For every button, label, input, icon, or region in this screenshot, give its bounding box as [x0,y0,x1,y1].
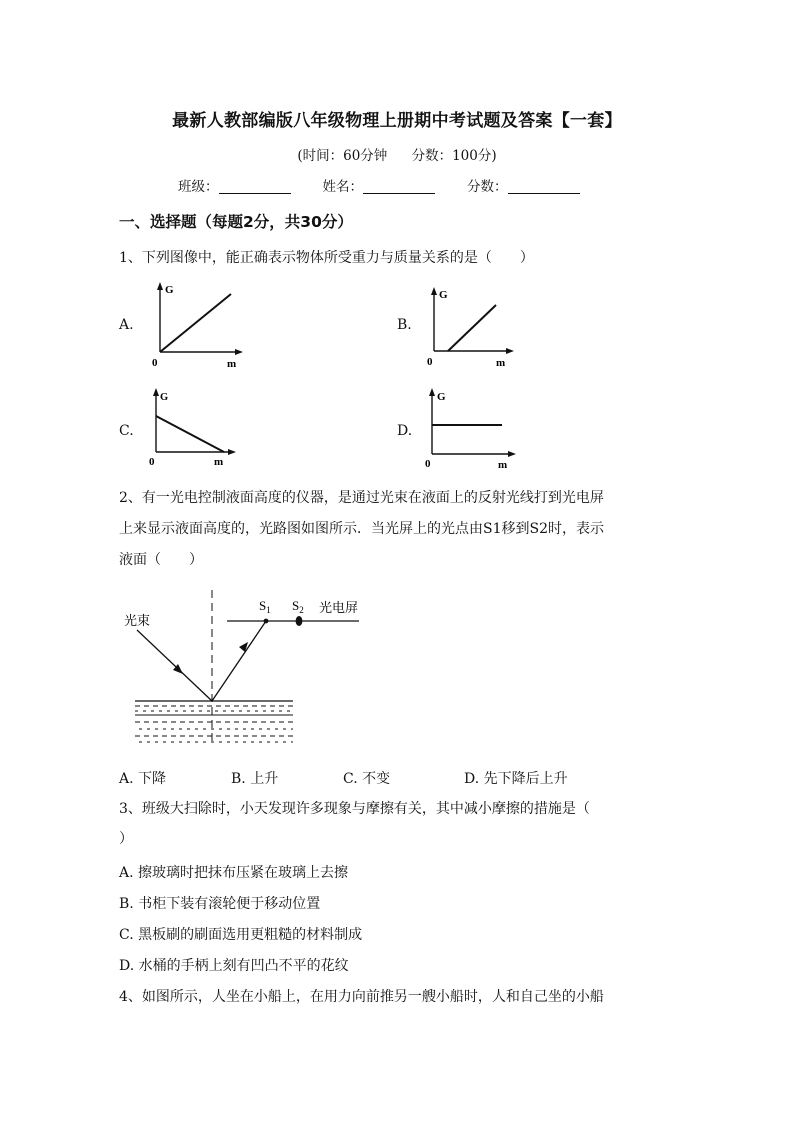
q2-option-a: A. 下降 [119,771,167,787]
question-2-line-1: 2、有一光电控制液面高度的仪器，是通过光束在液面上的反射光线打到光电屏 [119,490,604,506]
screen-label: 光电屏 [319,601,359,616]
x-axis-label: m [498,459,508,470]
score-label: 分数： [467,179,508,195]
x-axis-arrow [506,348,514,354]
question-1-text: 1、下列图像中，能正确表示物体所受重力与质量关系的是（ ） [119,250,534,266]
x-axis-arrow [228,449,236,455]
exam-title: 最新人教部编版八年级物理上册期中考试题及答案【一套】 [172,111,622,131]
y-axis-label: G [165,284,174,296]
beam-label: 光束 [124,614,151,629]
q3-option-c: C. 黑板刷的刷面选用更粗糙的材料制成 [119,927,363,943]
q3-option-b: B. 书柜下装有滚轮便于移动位置 [119,896,321,912]
y-axis-label: G [160,392,169,403]
y-axis-arrow [431,287,437,295]
origin-label: 0 [425,458,431,470]
x-axis-label: m [227,358,237,370]
question-2-line-2: 上来显示液面高度的，光路图如图所示．当光屏上的光点由S1移到S2时，表示 [119,521,604,537]
question-4-line-1: 4、如图所示，人坐在小船上，在用力向前推另一艘小船时，人和自己坐的小船 [119,989,604,1005]
point-s1 [264,619,269,624]
q1-graph-b [420,285,520,370]
q2-option-c: C. 不变 [343,771,391,787]
graph-line [156,416,224,452]
incident-ray [137,630,212,701]
origin-label: 0 [152,357,158,369]
score-blank [508,179,580,194]
question-3-line-1: 3、班级大扫除时，小天发现许多现象与摩擦有关，其中减小摩擦的措施是（ [119,801,590,817]
x-axis-arrow [235,349,243,355]
exam-total-score: 分数：100分) [411,148,497,164]
q2-light-path-diagram [115,585,375,750]
origin-label: 0 [149,456,155,468]
y-axis-arrow [157,282,163,290]
name-label: 姓名： [322,179,363,195]
reflected-ray [212,621,266,701]
q1-graph-c [142,386,242,468]
q1-option-d-label: D. [397,423,413,439]
q3-option-a: A. 擦玻璃时把抹布压紧在玻璃上去擦 [119,865,349,881]
q3-option-d: D. 水桶的手柄上刻有凹凸不平的花纹 [119,958,349,974]
y-axis-label: G [439,289,448,301]
question-3-line-2: ） [119,831,133,847]
exam-subtitle [0,144,794,164]
q1-option-c-label: C. [119,423,134,439]
student-info-line [178,175,612,195]
section-1-title: 一、选择题（每题2分，共30分） [119,213,353,231]
q1-graph-d [418,386,523,470]
y-axis-arrow [153,388,159,396]
x-axis-label: m [496,357,506,369]
y-axis-arrow [429,388,435,396]
question-2-line-3: 液面（ ） [119,552,203,568]
class-blank [219,179,291,194]
q2-option-d: D. 先下降后上升 [464,771,568,787]
s1-label: $S_1$ [259,598,271,615]
q1-option-b-label: B. [397,317,412,333]
graph-line [448,305,496,351]
q1-graph-a [145,280,245,370]
q1-option-a-label: A. [119,317,134,333]
s2-label: $S_2$ [292,598,304,615]
name-blank [363,179,435,194]
x-axis-arrow [508,451,516,457]
origin-label: 0 [427,356,433,368]
y-axis-label: G [437,391,446,403]
q2-option-b: B. 上升 [231,771,279,787]
graph-line [160,294,231,352]
exam-time: (时间：60分钟 [297,148,388,164]
point-s2 [296,616,303,626]
x-axis-label: m [214,456,224,468]
class-label: 班级： [178,179,219,195]
